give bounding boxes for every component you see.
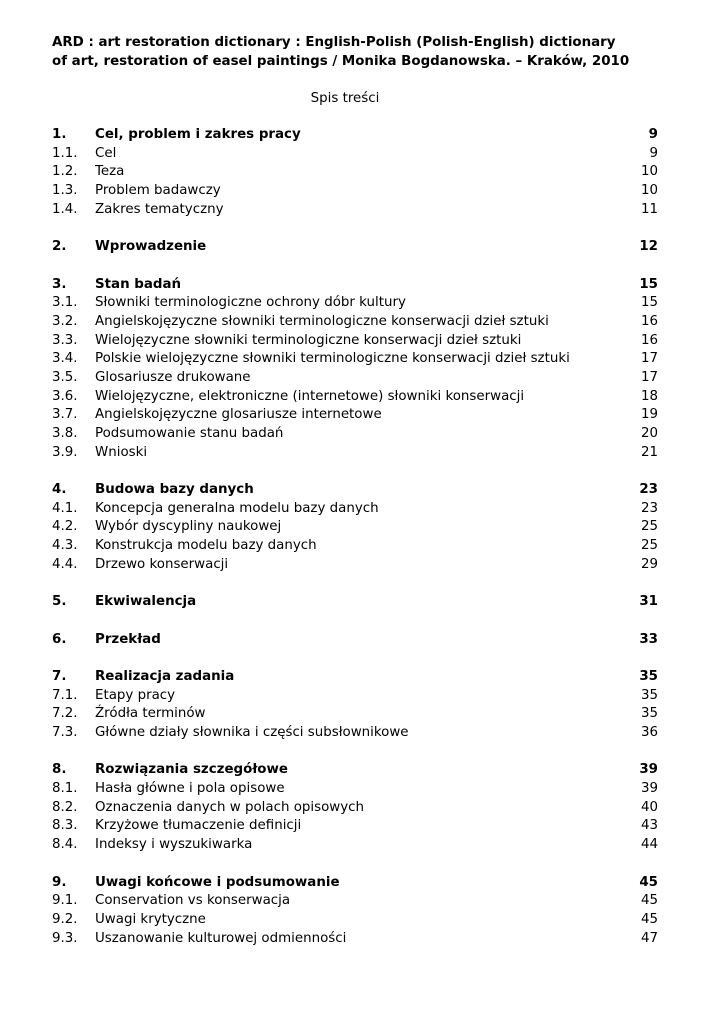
toc-section [52, 425, 658, 444]
toc-section [52, 444, 658, 463]
toc-chapter [52, 593, 658, 612]
toc-chapter-title: Stan badań [95, 276, 182, 292]
toc-section [52, 294, 658, 313]
toc-section-number: 3.1. [52, 295, 78, 311]
toc-section-number: 9.3. [52, 930, 78, 946]
toc-chapter-number: 3. [52, 276, 67, 292]
toc-section-page-number: 40 [640, 799, 658, 815]
toc-section-page-number: 45 [640, 911, 658, 927]
toc-chapter-title: Ekwiwalencja [95, 594, 197, 610]
toc-section [52, 350, 658, 369]
toc-section [52, 332, 658, 351]
toc-section-title: Wnioski [95, 444, 148, 460]
toc-section-number: 7.3. [52, 725, 78, 740]
toc-section-title: Conservation vs konserwacja [95, 893, 291, 909]
toc-section [52, 705, 658, 724]
toc-section-title: Etapy pracy [95, 687, 176, 703]
toc-section-page-number: 35 [640, 706, 658, 722]
toc-section-title: Oznaczenia danych w polach opisowych [95, 799, 365, 815]
toc-section [52, 817, 658, 836]
toc-spacer [52, 743, 658, 762]
toc-section-number: 4.4. [52, 556, 78, 572]
toc-chapter-number: 5. [52, 594, 67, 610]
toc-chapter-page-number: 31 [639, 594, 658, 610]
toc-chapter [52, 481, 658, 500]
toc-section [52, 388, 658, 407]
toc-section-title: Źródła terminów [95, 706, 206, 722]
toc-section-page-number: 10 [640, 164, 658, 180]
toc-section-title: Uszanowanie kulturowej odmienności [95, 930, 347, 946]
toc-section [52, 687, 658, 706]
toc-section-title: Uwagi krytyczne [95, 911, 206, 927]
toc-section-number: 8.2. [52, 799, 78, 815]
toc-section-page-number: 43 [640, 818, 658, 834]
toc-chapter-number: 7. [52, 668, 67, 684]
toc-section-title: Glosariusze drukowane [95, 369, 251, 385]
toc-chapter-title: Rozwiązania szczegółowe [95, 762, 288, 778]
toc-spacer [52, 649, 658, 668]
toc-section-title: Główne działy słownika i części subsłownikowe [95, 725, 409, 740]
toc-section-title: Polskie wielojęzyczne słowniki terminologiczne konserwacji dzieł sztuki [95, 351, 570, 367]
toc-section [52, 406, 658, 425]
toc-section-page-number: 16 [640, 332, 658, 348]
toc-section-page-number: 10 [640, 183, 658, 199]
toc-section-page-number: 35 [640, 687, 658, 703]
toc-spacer [52, 257, 658, 276]
toc-section-page-number: 18 [640, 388, 658, 404]
toc-section-title: Wybór dyscypliny naukowej [95, 519, 282, 535]
toc-chapter-title: Wprowadzenie [95, 239, 207, 255]
toc-section [52, 518, 658, 537]
toc-title: Spis treści [310, 91, 380, 106]
toc-section-page-number: 39 [640, 781, 658, 797]
toc-section-page-number: 9 [649, 145, 658, 161]
toc-chapter-page-number: 23 [639, 482, 658, 498]
toc-section-page-number: 21 [640, 444, 658, 460]
toc-section-page-number: 19 [640, 407, 658, 423]
toc-section-number: 9.2. [52, 911, 78, 927]
table-of-contents [52, 126, 658, 948]
toc-chapter-page-number: 33 [639, 631, 658, 647]
toc-section-title: Drzewo konserwacji [95, 556, 229, 572]
toc-section-page-number: 15 [640, 295, 658, 311]
toc-section-page-number: 25 [640, 519, 658, 535]
toc-section-title: Hasła główne i pola opisowe [95, 781, 285, 797]
header-line-1: ARD : art restoration dictionary : English-Polish (Polish-English) dictionary [52, 35, 616, 50]
toc-section-number: 1.3. [52, 183, 78, 199]
toc-chapter [52, 631, 658, 650]
toc-section-page-number: 17 [640, 351, 658, 367]
toc-section-number: 8.4. [52, 837, 78, 853]
toc-section [52, 145, 658, 164]
toc-section-number: 3.3. [52, 332, 78, 348]
toc-section [52, 799, 658, 818]
toc-section-number: 1.1. [52, 145, 78, 161]
toc-section-number: 3.7. [52, 407, 78, 423]
toc-section-number: 1.4. [52, 201, 78, 217]
toc-section-page-number: 36 [640, 725, 658, 740]
toc-spacer [52, 575, 658, 594]
toc-section-title: Wielojęzyczne słowniki terminologiczne konserwacji dzieł sztuki [95, 332, 522, 348]
toc-chapter-page-number: 45 [639, 874, 658, 890]
toc-section-number: 7.2. [52, 706, 78, 722]
toc-section-number: 3.5. [52, 369, 78, 385]
toc-section [52, 911, 658, 930]
toc-section-page-number: 29 [640, 556, 658, 572]
toc-section-title: Zakres tematyczny [95, 201, 224, 217]
toc-section-title: Teza [95, 164, 125, 180]
toc-chapter-page-number: 39 [639, 762, 658, 778]
toc-spacer [52, 612, 658, 631]
toc-section [52, 182, 658, 201]
toc-section [52, 313, 658, 332]
toc-section [52, 163, 658, 182]
toc-section [52, 892, 658, 911]
toc-section-page-number: 17 [640, 369, 658, 385]
toc-chapter [52, 276, 658, 295]
toc-section [52, 724, 658, 743]
toc-chapter [52, 874, 658, 893]
toc-section-number: 4.1. [52, 500, 78, 516]
toc-chapter-page-number: 35 [639, 668, 658, 684]
toc-section-title: Angielskojęzyczne słowniki terminologiczne konserwacji dzieł sztuki [95, 313, 549, 329]
toc-section-number: 4.2. [52, 519, 78, 535]
toc-section-number: 3.2. [52, 313, 78, 329]
toc-section-title: Angielskojęzyczne glosariusze internetowe [95, 407, 382, 423]
toc-chapter-number: 4. [52, 482, 67, 498]
toc-section-page-number: 45 [640, 893, 658, 909]
toc-section-page-number: 47 [640, 930, 658, 946]
toc-section-title: Konstrukcja modelu bazy danych [95, 538, 317, 554]
toc-section [52, 930, 658, 949]
toc-section-title: Problem badawczy [95, 183, 221, 199]
toc-section-number: 8.3. [52, 818, 78, 834]
toc-chapter-page-number: 15 [639, 276, 658, 292]
toc-chapter-title: Przekład [95, 631, 161, 647]
toc-section-number: 1.2. [52, 164, 78, 180]
toc-section-page-number: 16 [640, 313, 658, 329]
toc-chapter-title: Realizacja zadania [95, 668, 235, 684]
toc-chapter [52, 761, 658, 780]
toc-chapter-number: 8. [52, 762, 67, 778]
toc-chapter-number: 9. [52, 874, 67, 890]
toc-chapter-title: Budowa bazy danych [95, 482, 254, 498]
toc-section-number: 4.3. [52, 538, 78, 554]
toc-chapter [52, 126, 658, 145]
toc-chapter [52, 238, 658, 257]
toc-section-page-number: 23 [640, 500, 658, 516]
toc-section-number: 8.1. [52, 781, 78, 797]
toc-section-title: Cel [95, 145, 117, 161]
toc-section [52, 556, 658, 575]
toc-section [52, 836, 658, 855]
toc-spacer [52, 462, 658, 481]
toc-section-title: Wielojęzyczne, elektroniczne (internetowe) słowniki konserwacji [95, 388, 525, 404]
toc-section-title: Podsumowanie stanu badań [95, 426, 284, 441]
toc-section [52, 537, 658, 556]
toc-section-title: Indeksy i wyszukiwarka [95, 837, 253, 853]
toc-section [52, 500, 658, 519]
toc-chapter-title: Uwagi końcowe i podsumowanie [95, 874, 340, 890]
toc-section-page-number: 25 [640, 538, 658, 554]
toc-chapter-number: 2. [52, 239, 67, 255]
toc-section-title: Słowniki terminologiczne ochrony dóbr kultury [95, 295, 406, 311]
toc-spacer [52, 855, 658, 874]
toc-section [52, 780, 658, 799]
toc-section-title: Koncepcja generalna modelu bazy danych [95, 500, 379, 516]
toc-section-page-number: 44 [640, 837, 658, 853]
toc-section-page-number: 20 [640, 426, 658, 441]
toc-chapter-page-number: 9 [648, 127, 658, 142]
toc-section [52, 201, 658, 220]
toc-chapter-number: 1. [52, 127, 67, 142]
toc-chapter-page-number: 12 [639, 239, 658, 255]
toc-section-title: Krzyżowe tłumaczenie definicji [95, 818, 302, 834]
toc-section-page-number: 11 [640, 201, 658, 217]
toc-section-number: 3.8. [52, 426, 78, 441]
toc-chapter-number: 6. [52, 631, 67, 647]
toc-section-number: 7.1. [52, 687, 78, 703]
toc-chapter-title: Cel, problem i zakres pracy [95, 127, 301, 142]
toc-spacer [52, 219, 658, 238]
toc-section-number: 9.1. [52, 893, 78, 909]
toc-section [52, 369, 658, 388]
toc-chapter [52, 668, 658, 687]
toc-section-number: 3.6. [52, 388, 78, 404]
toc-section-number: 3.9. [52, 444, 78, 460]
header-line-2: of art, restoration of easel paintings / Monika Bogdanowska. – Kraków, 2010 [52, 53, 630, 69]
toc-section-number: 3.4. [52, 351, 78, 367]
bibliographic-header [52, 34, 692, 72]
